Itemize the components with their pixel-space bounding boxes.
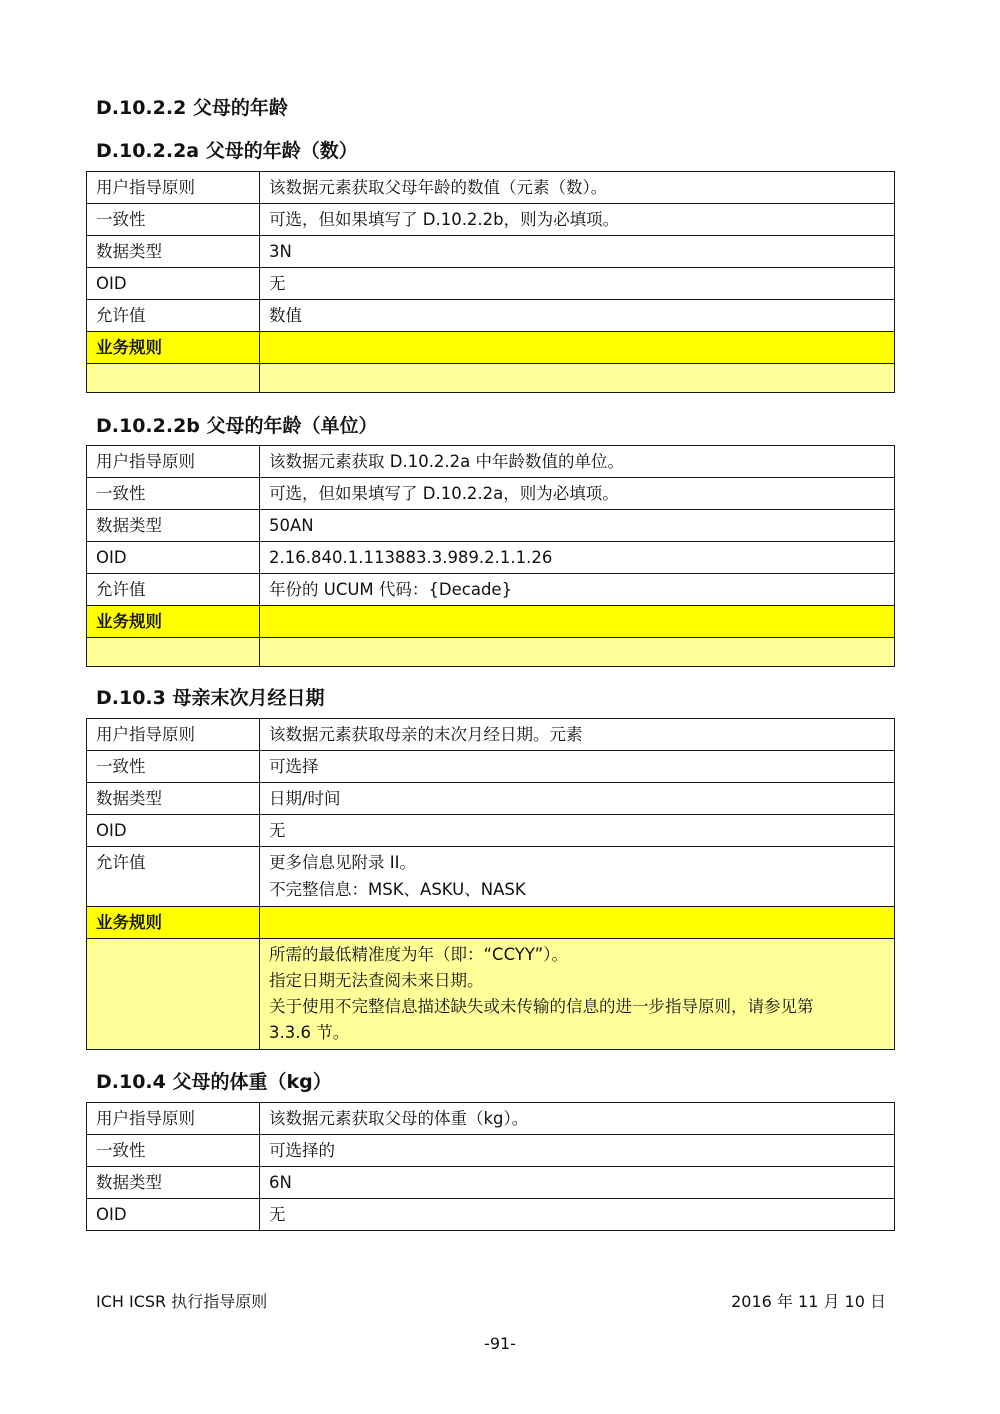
table-row bbox=[87, 510, 895, 542]
business-rules-content bbox=[260, 364, 895, 393]
business-rules-blank bbox=[87, 939, 260, 1050]
row-label: 一致性 bbox=[87, 1135, 260, 1167]
row-label: 允许值 bbox=[87, 847, 260, 907]
spec-table bbox=[86, 718, 895, 1050]
row-label: OID bbox=[87, 1199, 260, 1231]
business-rules-body bbox=[87, 638, 895, 667]
row-value: 6N bbox=[260, 1167, 895, 1199]
row-value: 该数据元素获取母亲的末次月经日期。元素 bbox=[260, 719, 895, 751]
section-heading: D.10.2.2 父母的年龄 bbox=[96, 97, 288, 119]
row-value: 该数据元素获取父母年龄的数值（元素（数）。 bbox=[260, 172, 895, 204]
row-label: 用户指导原则 bbox=[87, 172, 260, 204]
table-row bbox=[87, 719, 895, 751]
row-value: 该数据元素获取 D.10.2.2a 中年龄数值的单位。 bbox=[260, 446, 895, 478]
business-rules-content bbox=[260, 939, 895, 1050]
business-rules-blank bbox=[87, 638, 260, 667]
row-label: 允许值 bbox=[87, 574, 260, 606]
business-rules-body bbox=[87, 364, 895, 393]
rule-line: 指定日期无法查阅未来日期。 bbox=[269, 971, 484, 990]
business-rules-header-blank bbox=[260, 606, 895, 638]
row-value: 年份的 UCUM 代码：{Decade} bbox=[260, 574, 895, 606]
row-label: 用户指导原则 bbox=[87, 719, 260, 751]
footer-date: 2016 年 11 月 10 日 bbox=[731, 1292, 886, 1311]
row-value: 可选择 bbox=[260, 751, 895, 783]
business-rules-body bbox=[87, 939, 895, 1050]
row-label: 一致性 bbox=[87, 478, 260, 510]
business-rules-label: 业务规则 bbox=[87, 907, 260, 939]
rule-line: 3.3.6 节。 bbox=[269, 1023, 350, 1042]
table-row bbox=[87, 783, 895, 815]
business-rules-header bbox=[87, 606, 895, 638]
table-row bbox=[87, 751, 895, 783]
rule-line: 关于使用不完整信息描述缺失或未传输的信息的进一步指导原则，请参见第 bbox=[269, 997, 814, 1016]
row-value-line: 更多信息见附录 II。 bbox=[269, 853, 416, 872]
table-row bbox=[87, 1167, 895, 1199]
business-rules-label: 业务规则 bbox=[87, 332, 260, 364]
page-number: -91- bbox=[484, 1334, 516, 1353]
business-rules-header-blank bbox=[260, 907, 895, 939]
business-rules-header bbox=[87, 907, 895, 939]
row-label: 数据类型 bbox=[87, 783, 260, 815]
spec-table bbox=[86, 171, 895, 393]
table-row bbox=[87, 1135, 895, 1167]
spec-table bbox=[86, 445, 895, 667]
table-row bbox=[87, 1199, 895, 1231]
business-rules-header bbox=[87, 332, 895, 364]
row-value: 无 bbox=[260, 815, 895, 847]
row-value: 50AN bbox=[260, 510, 895, 542]
table-row bbox=[87, 574, 895, 606]
table-row bbox=[87, 172, 895, 204]
row-label: 用户指导原则 bbox=[87, 1103, 260, 1135]
row-label: 数据类型 bbox=[87, 236, 260, 268]
row-value: 该数据元素获取父母的体重（kg）。 bbox=[260, 1103, 895, 1135]
row-value-line: 不完整信息：MSK、ASKU、NASK bbox=[269, 880, 526, 899]
row-label: 一致性 bbox=[87, 204, 260, 236]
table-row bbox=[87, 446, 895, 478]
row-value: 无 bbox=[260, 268, 895, 300]
row-label: 数据类型 bbox=[87, 1167, 260, 1199]
section-heading: D.10.4 父母的体重（kg） bbox=[96, 1071, 332, 1093]
table-row bbox=[87, 1103, 895, 1135]
row-label: 数据类型 bbox=[87, 510, 260, 542]
row-value: 可选，但如果填写了 D.10.2.2b，则为必填项。 bbox=[260, 204, 895, 236]
table-row bbox=[87, 204, 895, 236]
row-label: 用户指导原则 bbox=[87, 446, 260, 478]
row-value: 3N bbox=[260, 236, 895, 268]
rule-line: 所需的最低精准度为年（即：“CCYY”）。 bbox=[269, 945, 568, 964]
row-value: 无 bbox=[260, 1199, 895, 1231]
table-row bbox=[87, 478, 895, 510]
business-rules-content bbox=[260, 638, 895, 667]
section-heading: D.10.2.2b 父母的年龄（单位） bbox=[96, 415, 378, 437]
row-label: 一致性 bbox=[87, 751, 260, 783]
table-row bbox=[87, 300, 895, 332]
table-row bbox=[87, 268, 895, 300]
row-label: 允许值 bbox=[87, 300, 260, 332]
spec-table bbox=[86, 1102, 895, 1231]
table-row bbox=[87, 815, 895, 847]
section-heading: D.10.2.2a 父母的年龄（数） bbox=[96, 140, 358, 162]
row-value: 可选，但如果填写了 D.10.2.2a，则为必填项。 bbox=[260, 478, 895, 510]
table-row bbox=[87, 542, 895, 574]
row-value: 日期/时间 bbox=[260, 783, 895, 815]
row-value: 可选择的 bbox=[260, 1135, 895, 1167]
row-label: OID bbox=[87, 815, 260, 847]
table-row bbox=[87, 847, 895, 907]
footer-title: ICH ICSR 执行指导原则 bbox=[96, 1292, 268, 1311]
row-label: OID bbox=[87, 268, 260, 300]
table-row bbox=[87, 236, 895, 268]
business-rules-header-blank bbox=[260, 332, 895, 364]
row-value: 2.16.840.1.113883.3.989.2.1.1.26 bbox=[260, 542, 895, 574]
business-rules-blank bbox=[87, 364, 260, 393]
row-value bbox=[260, 847, 895, 907]
row-value: 数值 bbox=[260, 300, 895, 332]
business-rules-label: 业务规则 bbox=[87, 606, 260, 638]
row-label: OID bbox=[87, 542, 260, 574]
section-heading: D.10.3 母亲末次月经日期 bbox=[96, 687, 325, 709]
